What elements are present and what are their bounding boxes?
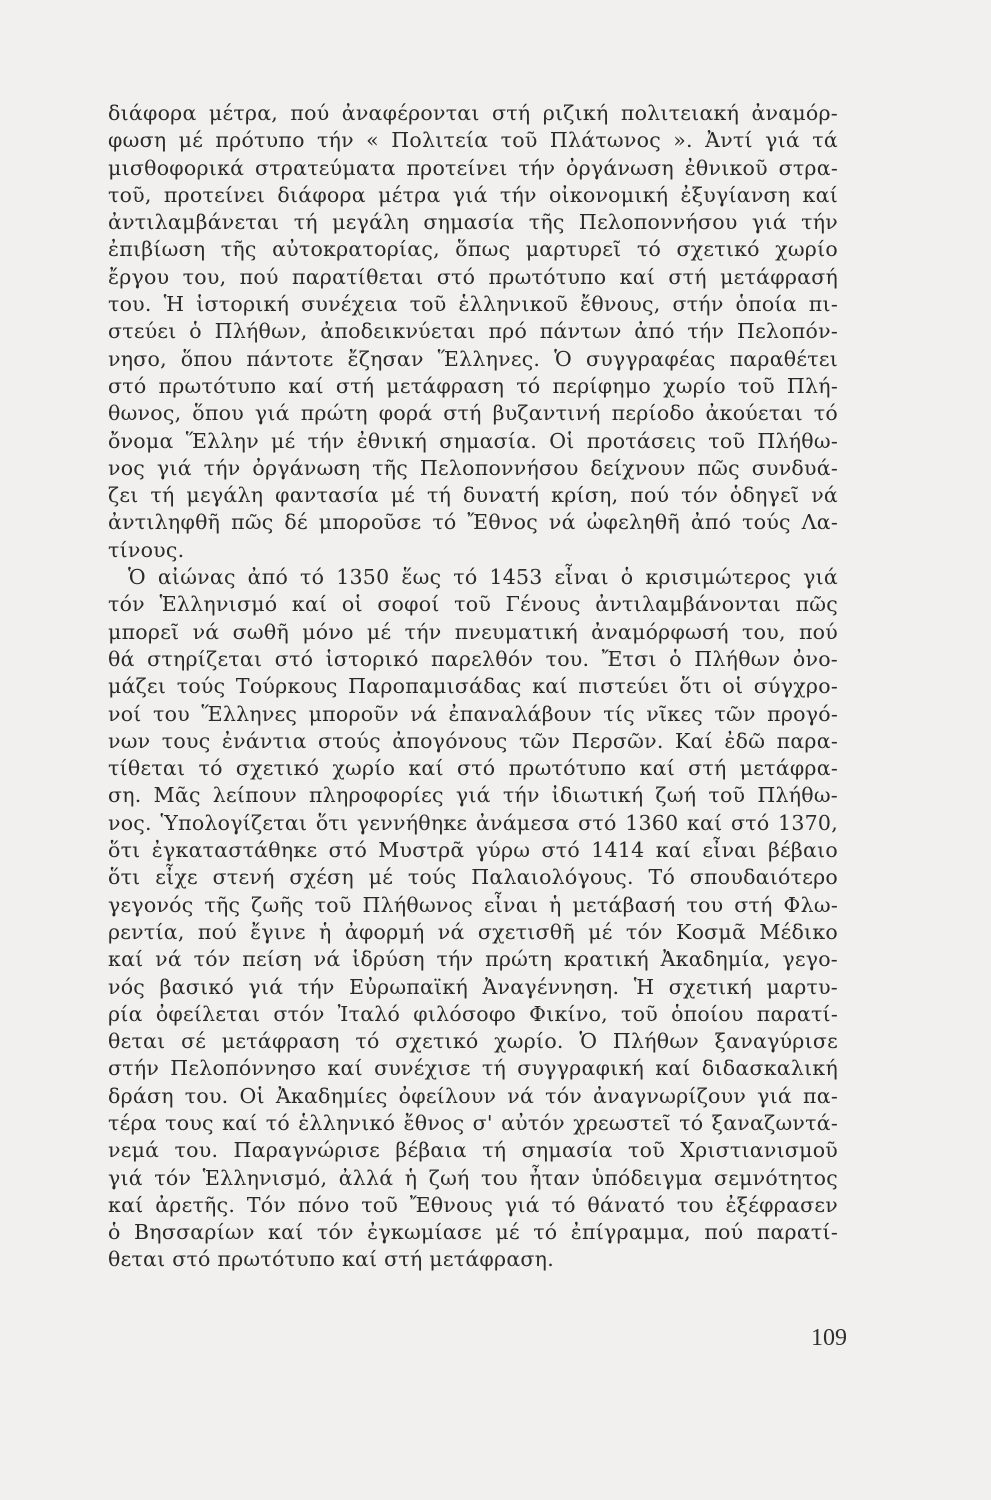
text-line: ἀντιληφθῆ πῶς δέ μποροῦσε τό Ἔθνος νά ὠφεληθῆ ἀπό τούς Λα- <box>108 510 838 535</box>
text-line: νος γιά τήν ὀργάνωση τῆς Πελοποννήσου δείχνουν πῶς συνδυά- <box>108 455 838 480</box>
text-line: θωνος, ὅπου γιά πρώτη φορά στή βυζαντινή περίοδο ἀκούεται τό <box>108 401 838 426</box>
paragraph-start-line: Ὁ αἰώνας ἀπό τό 1350 ἕως τό 1453 εἶναι ὁ κρισιμώτερος γιά <box>128 565 838 590</box>
text-line: τέρα τους καί τό ἑλληνικό ἔθνος σ' αὐτόν χρεωστεῖ τό ξαναζωντά- <box>108 1110 838 1135</box>
text-line: ἀντιλαμβάνεται τή μεγάλη σημασία τῆς Πελοποννήσου γιά τήν <box>108 210 838 235</box>
text-line: ὁ Βησσαρίων καί τόν ἐγκωμίασε μέ τό ἐπίγραμμα, πού παρατί- <box>108 1220 838 1245</box>
text-line: μισθοφορικά στρατεύματα προτείνει τήν ὀργάνωση ἐθνικοῦ στρα- <box>108 155 838 180</box>
text-line: ἐπιβίωση τῆς αὐτοκρατορίας, ὅπως μαρτυρεῖ τό σχετικό χωρίο <box>108 237 838 262</box>
text-line: ὅτι εἶχε στενή σχέση μέ τούς Παλαιολόγους. Τό σπουδαιότερο <box>108 865 838 890</box>
text-line: καί ἀρετῆς. Τόν πόνο τοῦ Ἔθνους γιά τό θάνατό του ἐξέφρασεν <box>108 1192 838 1217</box>
text-line: γεγονός τῆς ζωῆς τοῦ Πλήθωνος εἶναι ἡ μετάβασή του στή Φλω- <box>108 892 838 917</box>
text-line: στεύει ὁ Πλήθων, ἀποδεικνύεται πρό πάντων ἀπό τήν Πελοπόν- <box>108 319 838 344</box>
text-line: του. Ἡ ἱστορική συνέχεια τοῦ ἑλληνικοῦ ἔθνους, στήν ὁποία πι- <box>108 292 838 317</box>
text-line: φωση μέ πρότυπο τήν « Πολιτεία τοῦ Πλάτωνος ». Ἀντί γιά τά <box>108 128 838 153</box>
text-line: μπορεῖ νά σωθῆ μόνο μέ τήν πνευματική ἀναμόρφωσή του, πού <box>108 619 838 644</box>
text-line: τίθεται τό σχετικό χωρίο καί στό πρωτότυπο καί στή μετάφρα- <box>108 756 838 781</box>
text-line: νος. Ὑπολογίζεται ὅτι γεννήθηκε ἀνάμεσα στό 1360 καί στό 1370, <box>108 810 838 835</box>
text-line: νός βασικό γιά τήν Εὐρωπαϊκή Ἀναγέννηση. Ἡ σχετική μαρτυ- <box>108 974 838 999</box>
text-line: στό πρωτότυπο καί στή μετάφραση τό περίφημο χωρίο τοῦ Πλή- <box>108 373 838 398</box>
text-line: τόν Ἑλληνισμό καί οἱ σοφοί τοῦ Γένους ἀντιλαμβάνονται πῶς <box>108 592 838 617</box>
text-line: θεται σέ μετάφραση τό σχετικό χωρίο. Ὁ Πλήθων ξαναγύρισε <box>108 1029 838 1054</box>
text-line: διάφορα μέτρα, πού ἀναφέρονται στή ριζική πολιτειακή ἀναμόρ- <box>108 101 838 125</box>
text-line: ρεντία, πού ἔγινε ἡ ἀφορμή νά σχετισθῆ μέ τόν Κοσμᾶ Μέδικο <box>108 919 838 944</box>
text-line: ὅτι ἐγκαταστάθηκε στό Μυστρᾶ γύρω στό 1414 καί εἶναι βέβαιο <box>108 838 838 863</box>
text-line: ζει τή μεγάλη φαντασία μέ τή δυνατή κρίση, πού τόν ὁδηγεῖ νά <box>108 483 838 508</box>
text-line: νων τους ἐνάντια στούς ἀπογόνους τῶν Περσῶν. Καί ἐδῶ παρα- <box>108 728 838 753</box>
text-line: νησο, ὅπου πάντοτε ἔζησαν Ἕλληνες. Ὁ συγγραφέας παραθέτει <box>108 346 838 371</box>
text-line: τοῦ, προτείνει διάφορα μέτρα γιά τήν οἰκονομική ἐξυγίανση καί <box>108 182 838 207</box>
text-line: δράση του. Οἱ Ἀκαδημίες ὀφείλουν νά τόν ἀναγνωρίζουν γιά πα- <box>108 1083 838 1108</box>
text-line: νοί του Ἕλληνες μποροῦν νά ἐπαναλάβουν τίς νῖκες τῶν προγό- <box>108 701 838 726</box>
page-number: 109 <box>811 1325 847 1351</box>
text-line: στήν Πελοπόννησο καί συνέχισε τή συγγραφική καί διδασκαλική <box>108 1056 838 1081</box>
text-line: τίνους. <box>108 537 185 562</box>
text-line: νεμά του. Παραγνώρισε βέβαια τή σημασία τοῦ Χριστιανισμοῦ <box>108 1138 838 1163</box>
text-line: θεται στό πρωτότυπο καί στή μετάφραση. <box>108 1247 554 1272</box>
text-line: καί νά τόν πείση νά ἱδρύση τήν πρώτη κρατική Ἀκαδημία, γεγο- <box>108 947 838 972</box>
text-line: γιά τόν Ἑλληνισμό, ἀλλά ἡ ζωή του ἦταν ὑπόδειγμα σεμνότητος <box>108 1165 838 1190</box>
text-line: ἔργου του, πού παρατίθεται στό πρωτότυπο καί στή μετάφρασή <box>108 264 838 289</box>
text-line: μάζει τούς Τούρκους Παροπαμισάδας καί πιστεύει ὅτι οἱ σύγχρο- <box>108 674 838 699</box>
text-line: θά στηρίζεται στό ἱστορικό παρελθόν του. Ἔτσι ὁ Πλήθων ὀνο- <box>108 646 838 671</box>
text-line: ρία ὀφείλεται στόν Ἰταλό φιλόσοφο Φικίνο, τοῦ ὁποίου παρατί- <box>108 1001 838 1026</box>
text-line: ὄνομα Ἕλλην μέ τήν ἐθνική σημασία. Οἱ προτάσεις τοῦ Πλήθω- <box>108 428 838 453</box>
text-line: ση. Μᾶς λείπουν πληροφορίες γιά τήν ἰδιωτική ζωή τοῦ Πλήθω- <box>108 783 838 808</box>
page-body <box>108 100 838 1274</box>
